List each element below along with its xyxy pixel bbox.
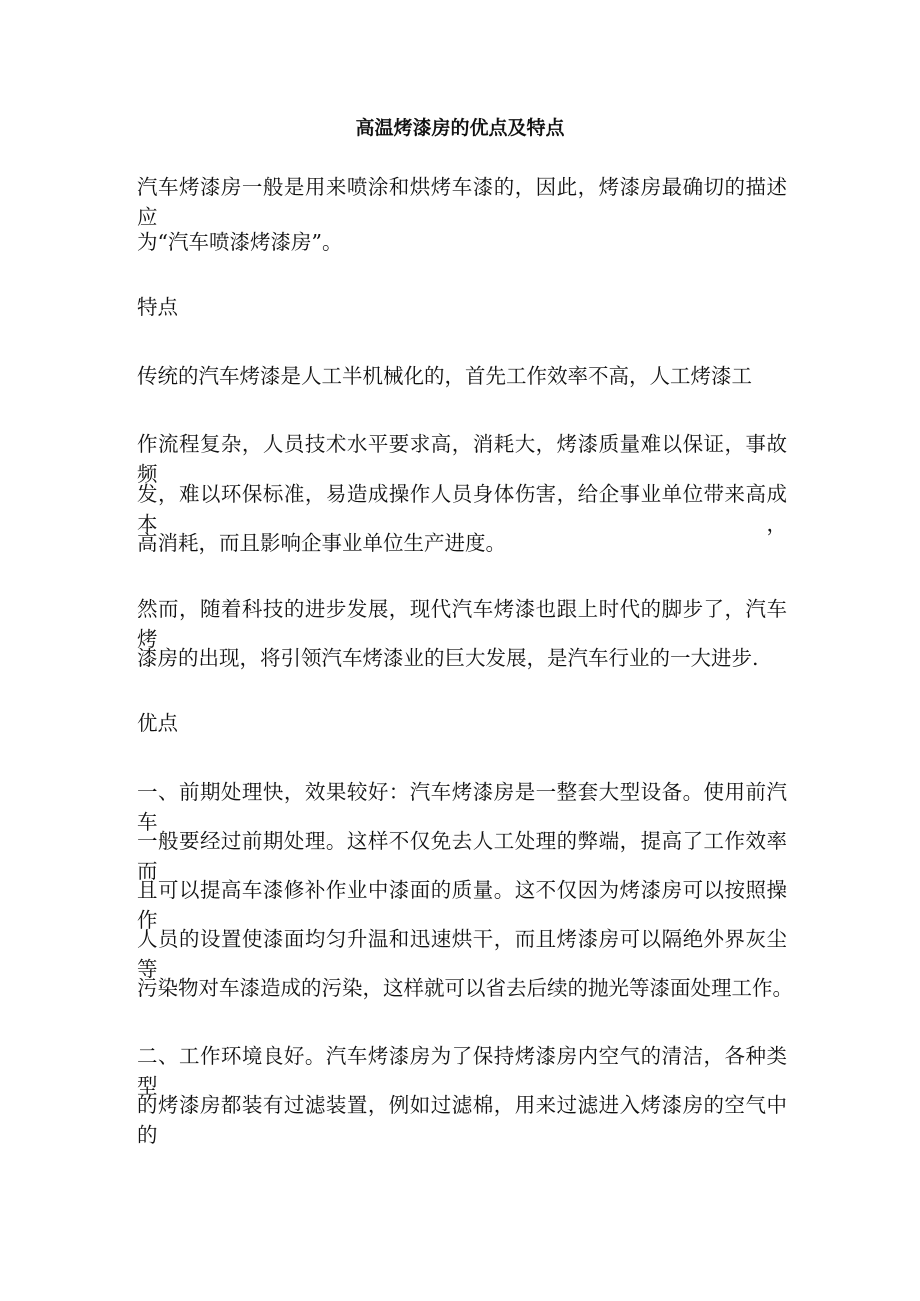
paragraph-line: 发，难以环保标准，易造成操作人员身体伤害，给企事业单位带来高成本，	[137, 482, 787, 536]
section-heading-advantages: 优点	[137, 711, 178, 735]
paragraph-line: 且可以提高车漆修补作业中漆面的质量。这不仅因为烤漆房可以按照操作	[137, 878, 787, 932]
paragraph-line: 一般要经过前期处理。这样不仅免去人工处理的弊端，提高了工作效率而	[137, 829, 787, 883]
document-title: 高温烤漆房的优点及特点	[355, 117, 565, 139]
section-heading-features: 特点	[137, 295, 178, 319]
paragraph-line: 高消耗，而且影响企事业单位生产进度。	[137, 531, 506, 555]
paragraph-line: 一、前期处理快，效果较好：汽车烤漆房是一整套大型设备。使用前汽车	[137, 780, 787, 834]
paragraph-line: 然而，随着科技的进步发展，现代汽车烤漆也跟上时代的脚步了，汽车烤	[137, 597, 787, 651]
paragraph-line: 污染物对车漆造成的污染，这样就可以省去后续的抛光等漆面处理工作。	[137, 976, 793, 1000]
paragraph-line: 二、工作环境良好。汽车烤漆房为了保持烤漆房内空气的清洁，各种类型	[137, 1044, 787, 1098]
paragraph-line: 作流程复杂，人员技术水平要求高，消耗大，烤漆质量难以保证，事故频	[137, 432, 787, 486]
paragraph-line: 传统的汽车烤漆是人工半机械化的，首先工作效率不高，人工烤漆工	[137, 364, 752, 388]
paragraph-line: 漆房的出现，将引领汽车烤漆业的巨大发展，是汽车行业的一大进步.	[137, 646, 759, 670]
paragraph-line: 为“汽车喷漆烤漆房”。	[137, 230, 343, 254]
paragraph-line: 的烤漆房都装有过滤装置，例如过滤棉，用来过滤进入烤漆房的空气中的	[137, 1093, 787, 1147]
paragraph-line: 汽车烤漆房一般是用来喷涂和烘烤车漆的，因此，烤漆房最确切的描述应	[137, 175, 787, 229]
paragraph-line: 人员的设置使漆面均匀升温和迅速烘干，而且烤漆房可以隔绝外界灰尘等	[137, 927, 787, 981]
